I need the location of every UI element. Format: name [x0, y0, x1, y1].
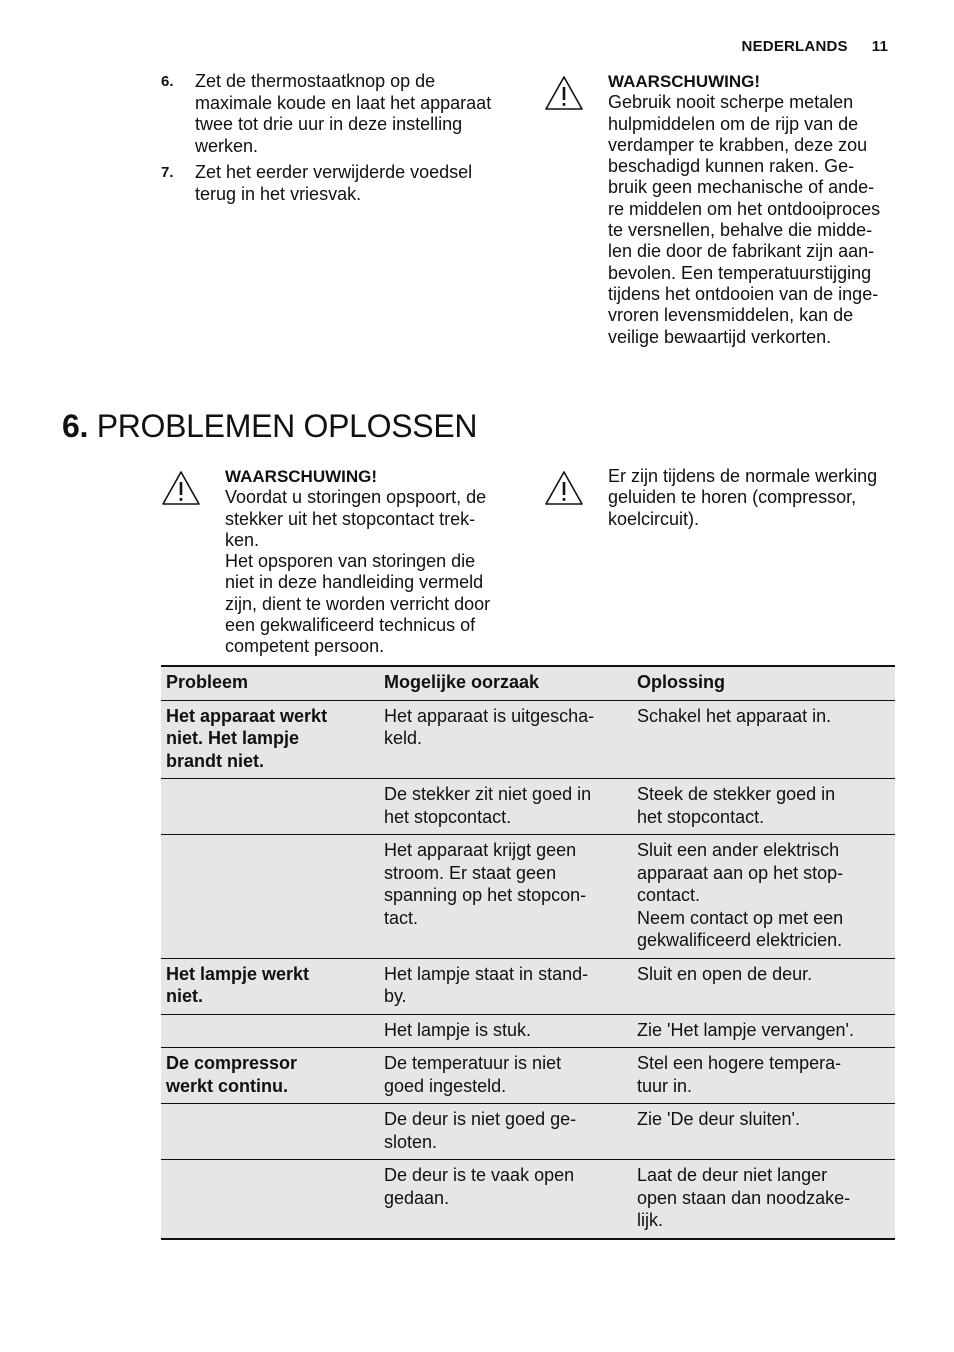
cause-cell: Het apparaat krijgt geen stroom. Er staat geen spanning op het stopcon- tact.	[384, 840, 587, 928]
warning-icon	[544, 470, 584, 506]
table-row	[161, 958, 895, 1014]
problem-cell	[161, 1014, 379, 1048]
table-row	[161, 1014, 895, 1048]
step-number: 7.	[161, 164, 174, 181]
step-text: Zet de thermostaatknop op de maximale koude en laat het apparaat twee tot drie uur in deze instelling werken.	[195, 71, 492, 156]
troubleshooting-table	[161, 665, 895, 1240]
cause-cell: Het lampje is stuk.	[384, 1019, 532, 1040]
section-heading	[62, 408, 477, 445]
warning-troubleshooting	[161, 466, 521, 661]
info-noise	[544, 466, 904, 546]
warning-icon	[544, 75, 584, 111]
warning-title: WAARSCHUWING!	[608, 72, 761, 91]
warning-icon	[161, 470, 201, 506]
problem-cell	[161, 779, 379, 835]
problem-cell	[161, 1104, 379, 1160]
cause-cell: De deur is niet goed ge- sloten.	[384, 1109, 577, 1152]
table-row	[161, 779, 895, 835]
cause-cell: Het lampje staat in stand- by.	[384, 963, 589, 1006]
solution-cell: Schakel het apparaat in.	[637, 705, 832, 726]
table-header-row	[161, 666, 895, 700]
warning-text: Voordat u storingen opspoort, de stekker uit het stopcontact trek- ken. Het opsporen van storingen die niet in deze handleiding vermeld zijn, dient te worden verricht door een gekwalificeerd technicus of competent persoon.	[225, 487, 491, 657]
step-list	[161, 71, 516, 210]
info-text: Er zijn tijdens de normale werking geluiden te horen (compressor, koelcircuit).	[608, 466, 878, 529]
cause-cell: De temperatuur is niet goed ingesteld.	[384, 1053, 562, 1096]
table-row	[161, 1160, 895, 1239]
table-row	[161, 835, 895, 959]
problem-cell	[161, 1160, 379, 1239]
section-number: 6.	[62, 408, 89, 444]
cause-cell: De deur is te vaak open gedaan.	[384, 1165, 575, 1208]
problem-cell	[161, 835, 379, 959]
table-row	[161, 1048, 895, 1104]
problem-cell: De compressor werkt continu.	[166, 1053, 298, 1096]
solution-cell: Sluit en open de deur.	[637, 963, 813, 984]
warning-title: WAARSCHUWING!	[225, 467, 378, 486]
solution-cell: Steek de stekker goed in het stopcontact.	[637, 784, 836, 827]
warning-defrost	[544, 71, 904, 351]
solution-cell: Laat de deur niet langer open staan dan noodzake- lijk.	[637, 1165, 851, 1230]
column-header-problem: Probleem	[166, 672, 249, 692]
header-language: NEDERLANDS	[741, 38, 848, 55]
solution-cell: Zie 'Het lampje vervangen'.	[637, 1019, 854, 1040]
column-header-solution: Oplossing	[637, 672, 726, 692]
section-title: PROBLEMEN OPLOSSEN	[96, 408, 478, 444]
list-item	[161, 162, 516, 205]
step-text: Zet het eerder verwijderde voedsel terug in het vriesvak.	[195, 162, 473, 204]
solution-cell: Zie 'De deur sluiten'.	[637, 1109, 800, 1129]
solution-cell: Sluit een ander elektrisch apparaat aan op het stop- contact. Neem contact op met een gekwalificeerd elektricien.	[637, 840, 844, 950]
warning-text: Gebruik nooit scherpe metalen hulpmiddelen om de rijp van de verdamper te krabben, deze zou beschadigd kunnen raken. Ge- bruik geen mechanische of ande- re middelen om het ontdooiproces te versnellen, behalve die midde- len die door de fabrikant zijn aan- bevolen. Een temperatuurstijging tijdens het ontdooien van de inge- vroren levensmiddelen, kan de veilige bewaartijd verkorten.	[608, 92, 881, 347]
cause-cell: De stekker zit niet goed in het stopcontact.	[384, 784, 592, 827]
cause-cell: Het apparaat is uitgescha- keld.	[384, 705, 595, 748]
problem-cell: Het apparaat werkt niet. Het lampje brandt niet.	[166, 705, 328, 771]
page-number: 11	[871, 38, 888, 55]
solution-cell: Stel een hogere tempera- tuur in.	[637, 1053, 842, 1096]
table-row	[161, 1104, 895, 1160]
step-number: 6.	[161, 73, 174, 90]
column-header-cause: Mogelijke oorzaak	[384, 672, 540, 692]
page-header	[742, 38, 888, 55]
table-row	[161, 700, 895, 779]
problem-cell: Het lampje werkt niet.	[166, 963, 310, 1006]
list-item	[161, 71, 516, 157]
